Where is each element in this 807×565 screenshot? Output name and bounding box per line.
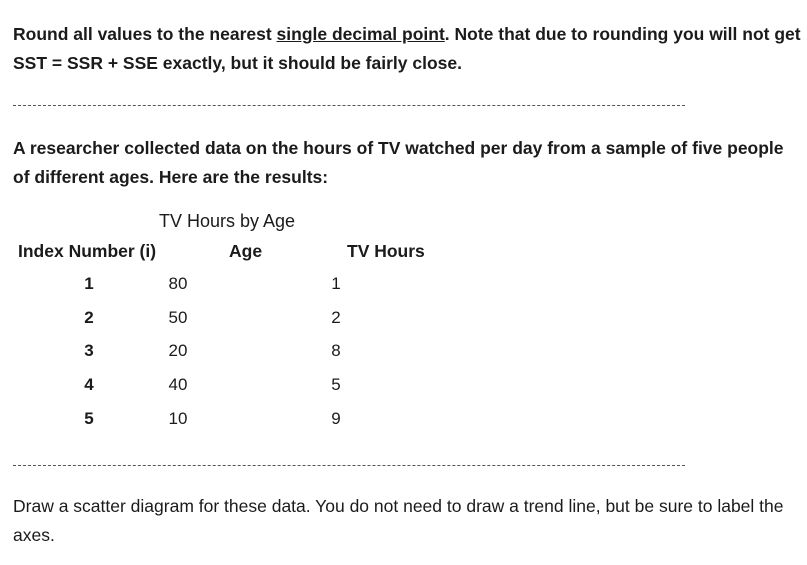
header-tv-hours: TV Hours <box>347 241 425 261</box>
table-title: TV Hours by Age <box>159 211 296 231</box>
row-3-hours: 8 <box>331 341 341 360</box>
row-1-age: 80 <box>168 274 188 293</box>
problem-description: A researcher collected data on the hours of TV watched per day from a sample of five people of different ages. Here are the results: <box>13 138 784 187</box>
row-1-hours: 1 <box>331 274 341 293</box>
instructions-underlined: single decimal point <box>276 24 445 44</box>
row-4-age: 40 <box>168 375 188 394</box>
row-4-hours: 5 <box>331 375 341 394</box>
divider-top <box>13 105 685 106</box>
row-5-hours: 9 <box>331 409 341 428</box>
header-index-number: Index Number (i) <box>18 241 157 261</box>
instructions-part2: . Note that due to rounding you will not get SST = SSR + SSE exactly, but it should be fairly close. <box>13 24 801 73</box>
rounding-instructions <box>13 20 803 78</box>
instructions-part1: Round all values to the nearest <box>13 24 277 44</box>
row-3-index: 3 <box>84 341 94 360</box>
task-instructions: Draw a scatter diagram for these data. You do not need to draw a trend line, but be sure to label the axes. <box>13 496 784 545</box>
row-4-index: 4 <box>84 375 94 394</box>
header-age: Age <box>229 241 263 261</box>
row-3-age: 20 <box>168 341 188 360</box>
row-5-age: 10 <box>168 409 188 428</box>
row-5-index: 5 <box>84 409 94 428</box>
row-1-index: 1 <box>84 274 94 293</box>
row-2-hours: 2 <box>331 308 341 327</box>
divider-bottom <box>13 465 685 466</box>
row-2-index: 2 <box>84 308 94 327</box>
row-2-age: 50 <box>168 308 188 327</box>
